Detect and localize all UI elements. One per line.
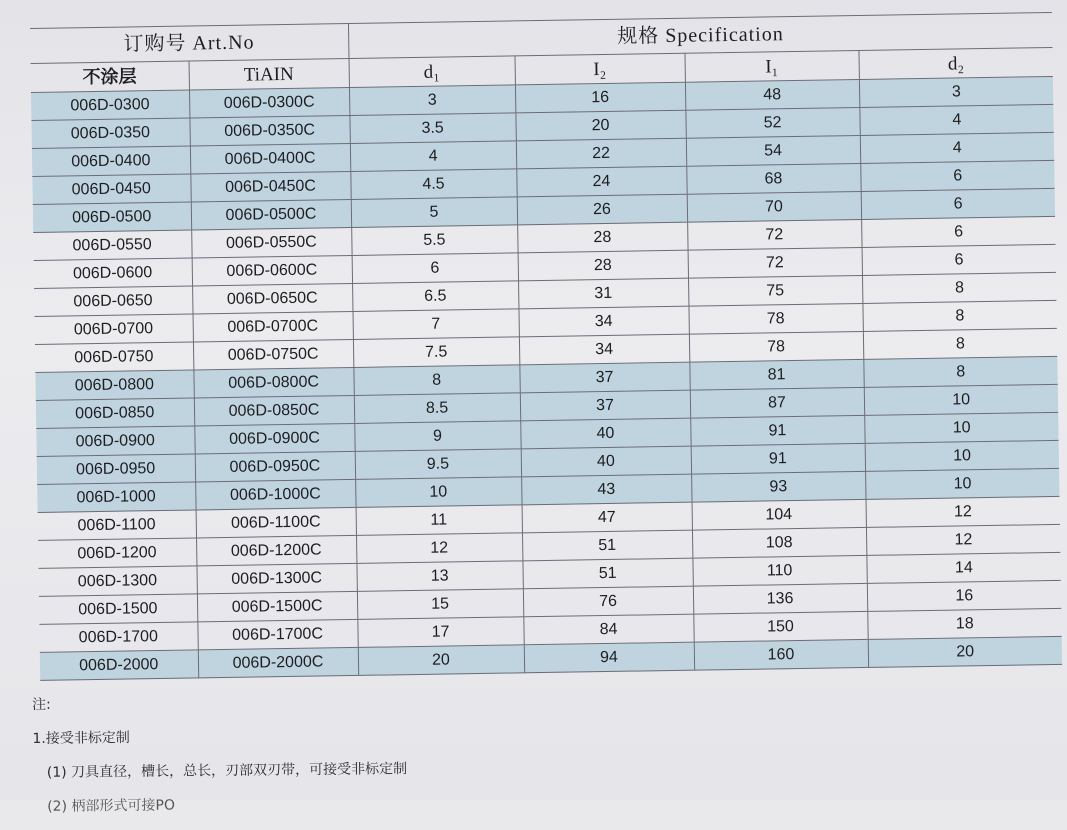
art-no-tialn: 006D-0450C bbox=[190, 171, 350, 202]
l1-value: 48 bbox=[685, 79, 859, 110]
notes-item-1: 1.接受非标定制 bbox=[32, 729, 130, 747]
art-no-uncoated: 006D-1700 bbox=[39, 622, 197, 652]
d1-value: 3 bbox=[349, 85, 515, 116]
l1-value: 70 bbox=[687, 191, 861, 222]
art-no-uncoated: 006D-0850 bbox=[36, 398, 194, 428]
header-d1: d₁ bbox=[349, 56, 515, 88]
d2-value: 14 bbox=[866, 552, 1060, 583]
art-no-uncoated: 006D-0750 bbox=[35, 342, 193, 372]
l2-value: 20 bbox=[515, 110, 685, 141]
l1-value: 75 bbox=[688, 275, 862, 306]
d1-value: 9 bbox=[354, 421, 520, 452]
d2-value: 16 bbox=[867, 580, 1061, 611]
d1-value: 4 bbox=[350, 141, 516, 172]
art-no-tialn: 006D-0650C bbox=[192, 283, 352, 314]
l1-value: 160 bbox=[694, 639, 868, 670]
d2-value: 6 bbox=[861, 216, 1055, 247]
l1-value: 68 bbox=[686, 163, 860, 194]
art-no-tialn: 006D-0400C bbox=[190, 143, 350, 174]
art-no-tialn: 006D-0350C bbox=[189, 115, 349, 146]
art-no-uncoated: 006D-1100 bbox=[38, 510, 196, 540]
header-specification: 规格 Specification bbox=[348, 12, 1052, 58]
d1-value: 10 bbox=[355, 477, 521, 508]
specification-table bbox=[30, 12, 1062, 681]
d2-value: 8 bbox=[863, 356, 1057, 387]
d1-value: 7.5 bbox=[353, 337, 519, 368]
art-no-uncoated: 006D-0400 bbox=[32, 146, 190, 176]
l1-value: 110 bbox=[692, 555, 866, 586]
art-no-tialn: 006D-0550C bbox=[191, 227, 351, 258]
art-no-tialn: 006D-1500C bbox=[197, 591, 357, 622]
art-no-tialn: 006D-1100C bbox=[196, 507, 356, 538]
l2-value: 28 bbox=[517, 222, 687, 253]
l2-value: 24 bbox=[516, 166, 686, 197]
l2-value: 51 bbox=[522, 530, 692, 561]
d2-value: 20 bbox=[868, 636, 1062, 667]
art-no-tialn: 006D-0800C bbox=[193, 367, 353, 398]
art-no-uncoated: 006D-1500 bbox=[39, 594, 197, 624]
d2-value: 12 bbox=[866, 524, 1060, 555]
art-no-tialn: 006D-0900C bbox=[194, 423, 354, 454]
d2-value: 3 bbox=[859, 76, 1053, 107]
art-no-uncoated: 006D-0350 bbox=[31, 118, 189, 148]
l2-value: 84 bbox=[523, 614, 693, 645]
l2-value: 26 bbox=[517, 194, 687, 225]
art-no-tialn: 006D-0750C bbox=[193, 339, 353, 370]
header-art-no: 订购号 Art.No bbox=[30, 24, 349, 64]
l2-value: 22 bbox=[516, 138, 686, 169]
d2-value: 10 bbox=[865, 468, 1059, 499]
art-no-tialn: 006D-1700C bbox=[197, 619, 357, 650]
d1-value: 15 bbox=[357, 589, 523, 620]
notes-item-1-sub-1: (1) 刀具直径，槽长，总长，刃部双刃带，可接受非标定制 bbox=[46, 761, 408, 781]
d2-value: 18 bbox=[867, 608, 1061, 639]
header-l2: I₂ bbox=[515, 53, 685, 85]
d2-value: 10 bbox=[864, 384, 1058, 415]
l1-value: 91 bbox=[691, 443, 865, 474]
art-no-uncoated: 006D-1000 bbox=[37, 482, 195, 512]
d1-value: 6.5 bbox=[352, 281, 518, 312]
art-no-uncoated: 006D-0600 bbox=[34, 258, 192, 288]
l1-value: 52 bbox=[685, 107, 859, 138]
d1-value: 13 bbox=[356, 561, 522, 592]
art-no-uncoated: 006D-0650 bbox=[34, 286, 192, 316]
art-no-uncoated: 006D-1300 bbox=[38, 566, 196, 596]
art-no-tialn: 006D-1300C bbox=[196, 563, 356, 594]
d2-value: 12 bbox=[866, 496, 1060, 527]
d1-value: 6 bbox=[352, 253, 518, 284]
art-no-uncoated: 006D-0550 bbox=[33, 230, 191, 260]
l1-value: 150 bbox=[693, 611, 867, 642]
art-no-uncoated: 006D-0500 bbox=[33, 202, 191, 232]
l2-value: 47 bbox=[522, 502, 692, 533]
art-no-uncoated: 006D-0900 bbox=[36, 426, 194, 456]
art-no-tialn: 006D-0300C bbox=[189, 87, 349, 118]
l1-value: 78 bbox=[689, 331, 863, 362]
l2-value: 76 bbox=[523, 586, 693, 617]
notes-item-1-sub-2: (2) 柄部形式可接PO bbox=[47, 797, 176, 815]
art-no-tialn: 006D-0850C bbox=[194, 395, 354, 426]
l2-value: 43 bbox=[521, 474, 691, 505]
art-no-uncoated: 006D-2000 bbox=[40, 650, 198, 680]
table-body bbox=[31, 76, 1062, 680]
l1-value: 91 bbox=[690, 415, 864, 446]
header-d2: d₂ bbox=[858, 47, 1052, 79]
l2-value: 37 bbox=[519, 362, 689, 393]
art-no-tialn: 006D-2000C bbox=[198, 647, 358, 678]
l1-value: 87 bbox=[690, 387, 864, 418]
d2-value: 8 bbox=[862, 300, 1056, 331]
d1-value: 5.5 bbox=[351, 225, 517, 256]
header-l1: I₁ bbox=[684, 50, 858, 82]
d1-value: 11 bbox=[356, 505, 522, 536]
art-no-tialn: 006D-1000C bbox=[195, 479, 355, 510]
d1-value: 8 bbox=[353, 365, 519, 396]
notes-section bbox=[32, 690, 408, 830]
l2-value: 28 bbox=[518, 250, 688, 281]
l1-value: 81 bbox=[689, 359, 863, 390]
art-no-tialn: 006D-0500C bbox=[191, 199, 351, 230]
d2-value: 8 bbox=[862, 272, 1056, 303]
d1-value: 17 bbox=[357, 617, 523, 648]
l2-value: 34 bbox=[518, 306, 688, 337]
d1-value: 12 bbox=[356, 533, 522, 564]
d1-value: 8.5 bbox=[354, 393, 520, 424]
d2-value: 6 bbox=[861, 188, 1055, 219]
l1-value: 78 bbox=[688, 303, 862, 334]
l2-value: 16 bbox=[515, 82, 685, 113]
l1-value: 93 bbox=[691, 471, 865, 502]
l2-value: 51 bbox=[522, 558, 692, 589]
l2-value: 37 bbox=[520, 390, 690, 421]
l1-value: 136 bbox=[693, 583, 867, 614]
d2-value: 4 bbox=[860, 132, 1054, 163]
d1-value: 5 bbox=[351, 197, 517, 228]
art-no-tialn: 006D-0600C bbox=[192, 255, 352, 286]
l1-value: 72 bbox=[687, 219, 861, 250]
l1-value: 54 bbox=[686, 135, 860, 166]
d1-value: 4.5 bbox=[350, 169, 516, 200]
notes-title: 注: bbox=[32, 696, 51, 713]
d2-value: 6 bbox=[862, 244, 1056, 275]
d2-value: 6 bbox=[860, 160, 1054, 191]
d1-value: 7 bbox=[353, 309, 519, 340]
art-no-tialn: 006D-0700C bbox=[193, 311, 353, 342]
d1-value: 3.5 bbox=[349, 113, 515, 144]
l2-value: 34 bbox=[519, 334, 689, 365]
header-tialn: TiAIN bbox=[189, 59, 349, 91]
art-no-uncoated: 006D-0950 bbox=[37, 454, 195, 484]
header-uncoated: 不涂层 bbox=[31, 61, 189, 92]
d2-value: 4 bbox=[859, 104, 1053, 135]
art-no-uncoated: 006D-0450 bbox=[32, 174, 190, 204]
l2-value: 94 bbox=[524, 642, 694, 673]
l2-value: 31 bbox=[518, 278, 688, 309]
art-no-uncoated: 006D-0700 bbox=[35, 314, 193, 344]
l1-value: 72 bbox=[688, 247, 862, 278]
l2-value: 40 bbox=[520, 418, 690, 449]
d2-value: 10 bbox=[864, 412, 1058, 443]
art-no-tialn: 006D-1200C bbox=[196, 535, 356, 566]
art-no-uncoated: 006D-0300 bbox=[31, 90, 189, 120]
art-no-uncoated: 006D-1200 bbox=[38, 538, 196, 568]
l1-value: 104 bbox=[692, 499, 866, 530]
d2-value: 8 bbox=[863, 328, 1057, 359]
l1-value: 108 bbox=[692, 527, 866, 558]
d2-value: 10 bbox=[865, 440, 1059, 471]
d1-value: 20 bbox=[358, 645, 524, 676]
art-no-tialn: 006D-0950C bbox=[195, 451, 355, 482]
d1-value: 9.5 bbox=[355, 449, 521, 480]
art-no-uncoated: 006D-0800 bbox=[35, 370, 193, 400]
l2-value: 40 bbox=[521, 446, 691, 477]
